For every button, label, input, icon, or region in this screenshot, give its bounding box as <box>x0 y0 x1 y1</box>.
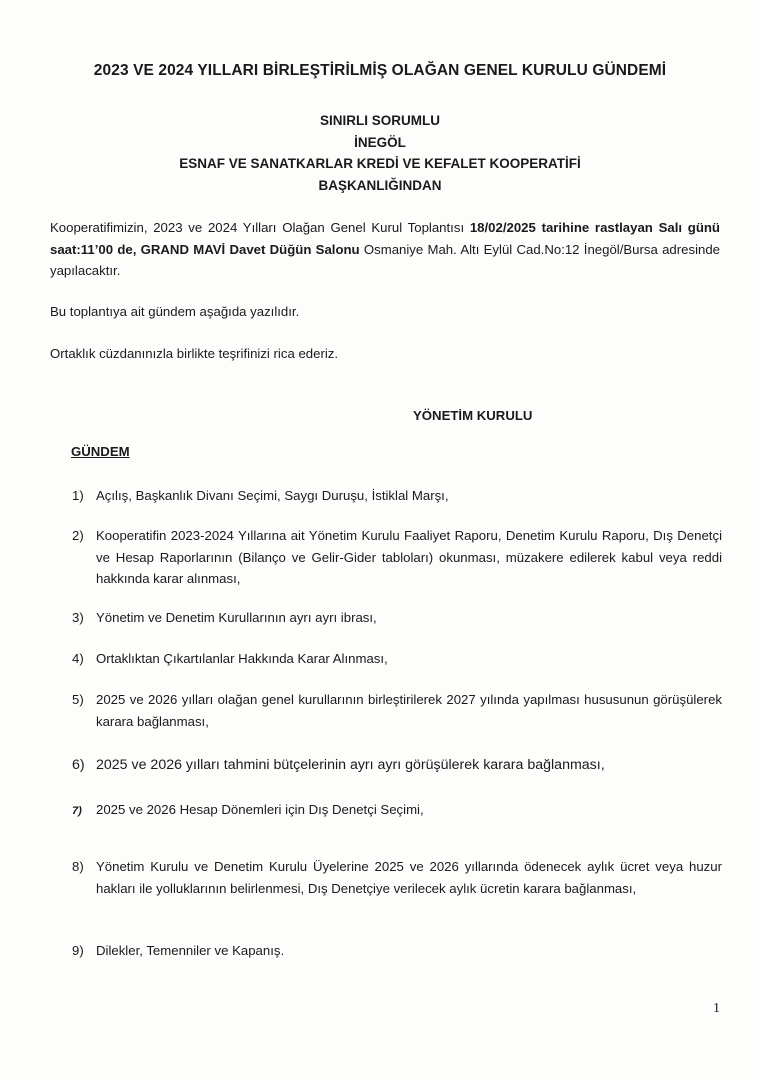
agenda-item <box>72 799 722 821</box>
agenda-item-number: 6) <box>72 757 85 773</box>
agenda-heading: GÜNDEM <box>71 444 130 459</box>
document-title: 2023 VE 2024 YILLARI BİRLEŞTİRİLMİŞ OLAĞAN GENEL KURULU GÜNDEMİ <box>93 62 667 79</box>
org-line: SINIRLI SORUMLU <box>320 113 440 128</box>
agenda-note: Bu toplantıya ait gündem aşağıda yazılıdır. <box>50 304 300 319</box>
agenda-item <box>72 940 722 962</box>
agenda-item-number: 1) <box>72 488 84 503</box>
intro-address: Osmaniye Mah. Altı Eylül Cad.No:12 İnegöl/Bursa adresinde yapılacaktır. <box>50 241 720 278</box>
invitation-note: Ortaklık cüzdanınızla birlikte teşrifinizi rica ederiz. <box>50 346 339 361</box>
agenda-item <box>72 856 722 899</box>
org-line: ESNAF VE SANATKARLAR KREDİ VE KEFALET KOOPERATİFİ <box>179 156 581 171</box>
agenda-item-number: 7) <box>72 805 82 817</box>
agenda-item-number: 5) <box>72 692 84 707</box>
agenda-item-number: 4) <box>72 651 84 666</box>
agenda-item-text: Açılış, Başkanlık Divanı Seçimi, Saygı Duruşu, İstiklal Marşı, <box>96 488 449 503</box>
agenda-item <box>72 755 722 777</box>
org-line: BAŞKANLIĞINDAN <box>318 177 442 193</box>
agenda-item-text: Yönetim ve Denetim Kurullarının ayrı ayrı ibrası, <box>96 610 377 625</box>
agenda-item-number: 8) <box>72 859 84 874</box>
agenda-item-text: 2025 ve 2026 yılları olağan genel kurullarının birleştirilerek 2027 yılında yapılması hususunun görüşülerek karara bağlanması, <box>96 692 722 729</box>
agenda-item-text: Ortaklıktan Çıkartılanlar Hakkında Karar Alınması, <box>96 651 388 666</box>
agenda-item <box>72 485 722 507</box>
agenda-item <box>72 607 722 629</box>
org-line: İNEGÖL <box>354 134 406 150</box>
agenda-item-text: Dilekler, Temenniler ve Kapanış. <box>96 943 285 958</box>
organization-header <box>0 110 760 196</box>
intro-date-venue: 18/02/2025 tarihine rastlayan Salı günü saat:11’00 de, GRAND MAVİ Davet Düğün Salonu <box>50 220 720 257</box>
agenda-item <box>72 525 722 590</box>
board-signature: YÖNETİM KURULU <box>413 408 533 423</box>
agenda-item-text: 2025 ve 2026 yılları tahmini bütçelerinin ayrı ayrı görüşülerek karara bağlanması, <box>96 757 605 773</box>
agenda-item <box>72 689 722 732</box>
intro-text: Kooperatifimizin, 2023 ve 2024 Yılları Olağan Genel Kurul Toplantısı <box>50 220 470 235</box>
agenda-item-number: 3) <box>72 610 84 625</box>
agenda-item-text: Kooperatifin 2023-2024 Yıllarına ait Yönetim Kurulu Faaliyet Raporu, Denetim Kurulu Raporu, Dış Denetçi ve Hesap Raporlarının (Bilanço ve Gelir-Gider tabloları) okunması, müzakere edilerek kabul veya reddi hakkında karar alınması, <box>96 528 722 586</box>
intro-paragraph <box>50 217 720 282</box>
agenda-item-number: 9) <box>72 943 84 958</box>
agenda-item-text: Yönetim Kurulu ve Denetim Kurulu Üyelerine 2025 ve 2026 yıllarında ödenecek aylık ücret veya huzur hakları ile yolluklarının belirlenmesi, Dış Denetçiye verilecek aylık ücretin karara bağlanması, <box>96 859 722 896</box>
page-number: 1 <box>713 1001 720 1016</box>
agenda-item-text: 2025 ve 2026 Hesap Dönemleri için Dış Denetçi Seçimi, <box>96 802 424 817</box>
agenda-item-number: 2) <box>72 528 84 543</box>
agenda-item <box>72 648 722 670</box>
